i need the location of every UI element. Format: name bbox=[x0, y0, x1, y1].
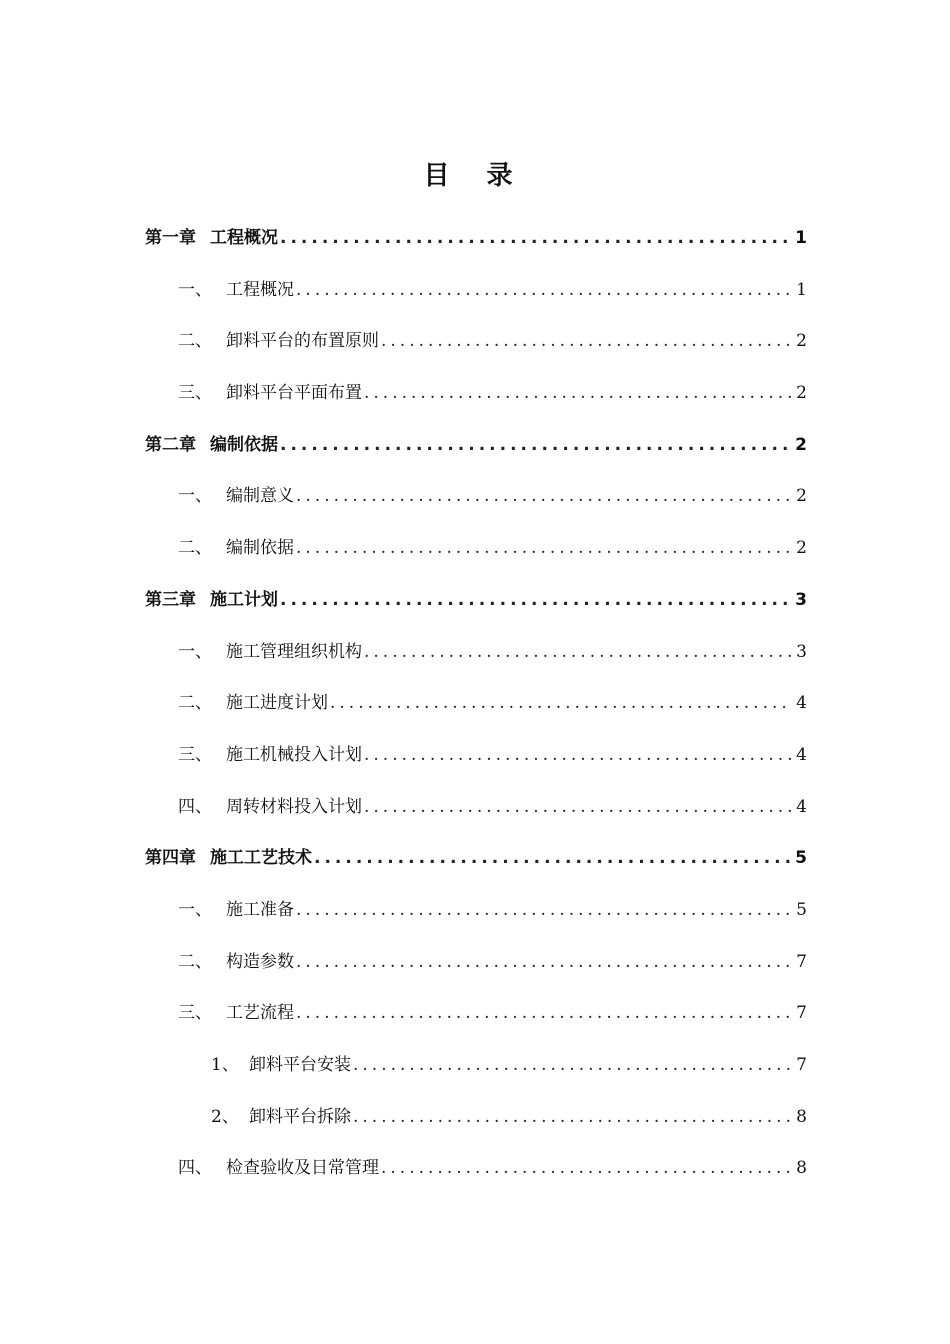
toc-page-number: 2 bbox=[796, 383, 807, 404]
toc-entry-title: 构造参数 bbox=[226, 951, 294, 972]
toc-entry-title: 检查验收及日常管理 bbox=[226, 1158, 379, 1179]
toc-entry-number: 第二章 bbox=[145, 434, 196, 455]
toc-entry-number: 一、 bbox=[178, 899, 212, 920]
toc-dot-leader bbox=[364, 634, 792, 670]
toc-entry-title: 工程概况 bbox=[210, 228, 278, 248]
toc-dot-leader bbox=[280, 582, 791, 618]
toc-entry-title: 施工准备 bbox=[226, 899, 294, 920]
toc-entry-title: 工程概况 bbox=[226, 279, 294, 300]
toc-entry-title: 编制意义 bbox=[226, 486, 294, 507]
toc-page-number: 4 bbox=[796, 796, 807, 817]
toc-entry-title: 编制依据 bbox=[210, 434, 278, 455]
toc-page-number: 4 bbox=[796, 744, 807, 765]
toc-dot-leader bbox=[364, 375, 792, 411]
toc-section-entry[interactable] bbox=[145, 737, 807, 789]
toc-entry-title: 施工计划 bbox=[210, 589, 278, 610]
toc-page-number: 5 bbox=[796, 899, 807, 920]
toc-entry-title: 周转材料投入计划 bbox=[226, 796, 362, 817]
toc-section-entry[interactable] bbox=[145, 530, 807, 582]
toc-entry-number: 第三章 bbox=[145, 589, 196, 610]
page-title: 目 录 bbox=[423, 161, 527, 191]
toc-entry-number: 第一章 bbox=[145, 228, 196, 248]
toc-entry-number: 1、 bbox=[211, 1055, 239, 1075]
toc-dot-leader bbox=[381, 1150, 792, 1186]
toc-section-entry[interactable] bbox=[145, 1150, 807, 1202]
toc-entry-title: 施工进度计划 bbox=[226, 693, 328, 714]
toc-section-entry[interactable] bbox=[145, 944, 807, 996]
toc-entry-title: 卸料平台平面布置 bbox=[226, 383, 362, 404]
toc-section-entry[interactable] bbox=[145, 892, 807, 944]
toc-page-number: 7 bbox=[796, 1003, 807, 1024]
toc-dot-leader bbox=[381, 323, 792, 359]
toc-entry-title: 施工机械投入计划 bbox=[226, 744, 362, 765]
toc-page-number: 2 bbox=[796, 331, 807, 352]
toc-section-entry[interactable] bbox=[145, 634, 807, 686]
toc-entry-title: 施工管理组织机构 bbox=[226, 641, 362, 662]
toc-page-number: 3 bbox=[795, 589, 807, 610]
toc-entry-title: 编制依据 bbox=[226, 538, 294, 559]
toc-section-entry[interactable] bbox=[145, 789, 807, 841]
toc-entry-number: 三、 bbox=[178, 744, 212, 765]
toc-entry-number: 二、 bbox=[178, 331, 212, 352]
toc-page-number: 7 bbox=[796, 1055, 807, 1075]
toc-section-entry[interactable] bbox=[145, 375, 807, 427]
toc-entry-number: 一、 bbox=[178, 641, 212, 662]
toc-dot-leader bbox=[296, 892, 792, 928]
toc-entry-number: 一、 bbox=[178, 279, 212, 300]
toc-page-number: 4 bbox=[796, 693, 807, 714]
toc-dot-leader bbox=[296, 995, 792, 1031]
toc-entry-number: 二、 bbox=[178, 538, 212, 559]
toc-entry-number: 四、 bbox=[178, 1158, 212, 1179]
toc-entry-title: 施工工艺技术 bbox=[210, 848, 312, 869]
toc-entry-title: 卸料平台安装 bbox=[249, 1055, 351, 1075]
toc-entry-title: 卸料平台的布置原则 bbox=[226, 331, 379, 352]
toc-entry-number: 二、 bbox=[178, 951, 212, 972]
toc-entry-number: 三、 bbox=[178, 383, 212, 404]
toc-section-entry[interactable] bbox=[145, 685, 807, 737]
toc-page-number: 5 bbox=[795, 848, 807, 869]
toc-section-entry[interactable] bbox=[145, 272, 807, 324]
toc-section-entry[interactable] bbox=[145, 478, 807, 530]
toc-chapter-entry[interactable] bbox=[145, 427, 807, 479]
toc-subsection-entry[interactable] bbox=[145, 1047, 807, 1099]
toc-chapter-entry[interactable] bbox=[145, 840, 807, 892]
toc-dot-leader bbox=[296, 944, 792, 980]
toc-subsection-entry[interactable] bbox=[145, 1099, 807, 1151]
toc-page-number: 2 bbox=[796, 486, 807, 507]
toc-page-number: 1 bbox=[795, 228, 807, 248]
toc-page-number: 8 bbox=[796, 1158, 807, 1179]
toc-dot-leader bbox=[330, 685, 792, 721]
toc-entry-number: 一、 bbox=[178, 486, 212, 507]
toc-dot-leader bbox=[296, 272, 792, 308]
toc-entry-title: 卸料平台拆除 bbox=[249, 1106, 351, 1127]
toc-chapter-entry[interactable] bbox=[145, 582, 807, 634]
toc-page-number: 7 bbox=[796, 951, 807, 972]
toc-section-entry[interactable] bbox=[145, 323, 807, 375]
table-of-contents bbox=[145, 220, 807, 1202]
toc-page-number: 2 bbox=[795, 434, 807, 455]
toc-entry-number: 2、 bbox=[211, 1106, 239, 1127]
toc-dot-leader bbox=[353, 1099, 792, 1135]
toc-dot-leader bbox=[296, 530, 792, 566]
toc-dot-leader bbox=[280, 220, 791, 256]
toc-section-entry[interactable] bbox=[145, 995, 807, 1047]
toc-page-number: 3 bbox=[796, 641, 807, 662]
toc-dot-leader bbox=[296, 478, 792, 514]
toc-chapter-entry[interactable] bbox=[145, 220, 807, 272]
toc-entry-number: 第四章 bbox=[145, 848, 196, 869]
toc-page-number: 1 bbox=[796, 279, 807, 300]
toc-page-number: 8 bbox=[796, 1106, 807, 1127]
toc-dot-leader bbox=[364, 789, 792, 825]
toc-dot-leader bbox=[314, 840, 791, 876]
toc-dot-leader bbox=[280, 427, 791, 463]
toc-dot-leader bbox=[353, 1047, 792, 1083]
toc-entry-number: 二、 bbox=[178, 693, 212, 714]
toc-page-number: 2 bbox=[796, 538, 807, 559]
toc-entry-title: 工艺流程 bbox=[226, 1003, 294, 1024]
toc-entry-number: 四、 bbox=[178, 796, 212, 817]
toc-entry-number: 三、 bbox=[178, 1003, 212, 1024]
toc-dot-leader bbox=[364, 737, 792, 773]
